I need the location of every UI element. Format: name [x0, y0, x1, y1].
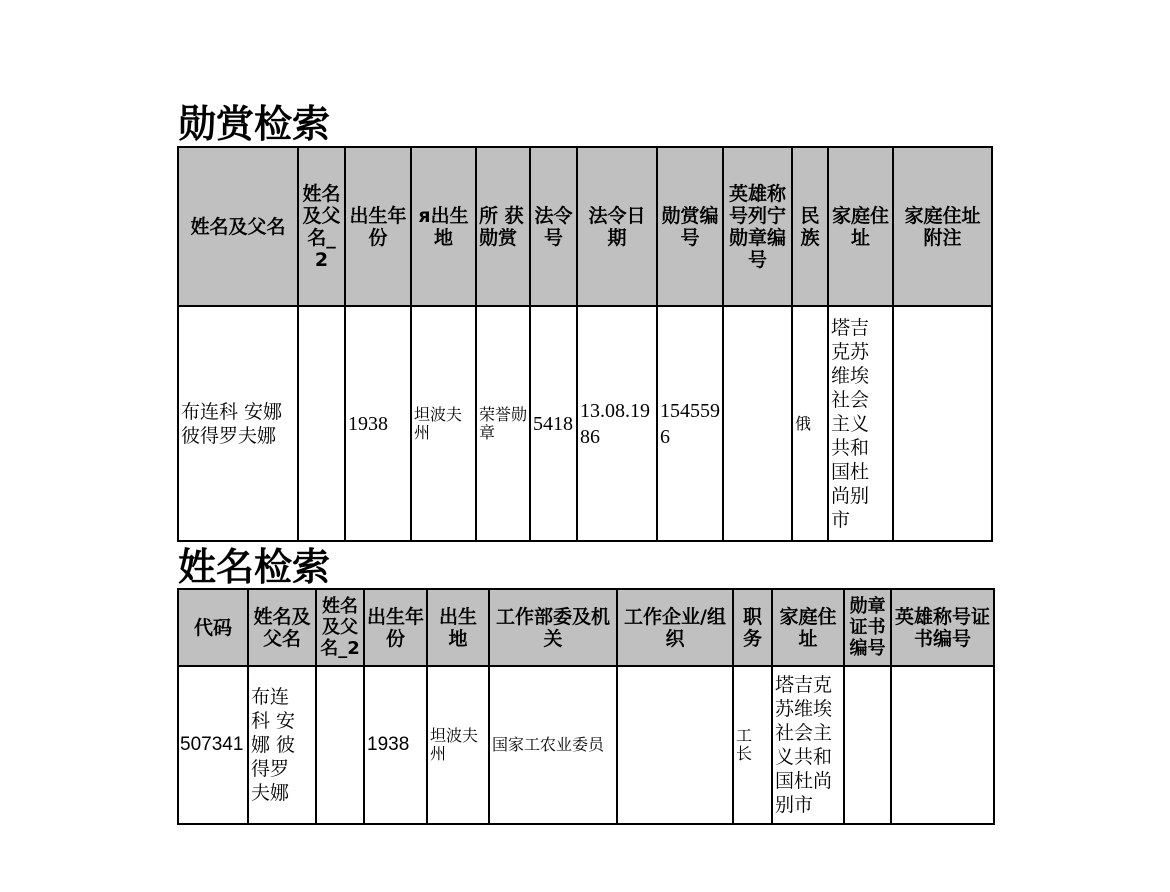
cell-award: 荣誉勋章: [476, 306, 530, 541]
cell-ministry: 国家工农业委员: [489, 666, 617, 824]
cell-address-note: [893, 306, 992, 541]
col-header-decree-no: 法令号: [530, 147, 577, 306]
awards-table: [177, 146, 993, 542]
col-header-full-name-2: 姓名及父名_2: [298, 147, 345, 306]
cell-birth-year: 1938: [345, 306, 411, 541]
cell-home-address: 塔吉克苏维埃社会主义共和国杜尚别市: [828, 306, 893, 541]
col-header-enterprise: 工作企业/组织: [617, 589, 733, 666]
cell-ethnicity: 俄: [792, 306, 828, 541]
col-header-position: 职务: [733, 589, 772, 666]
col-header-home-address: 家庭住址: [828, 147, 893, 306]
awards-header-row: [178, 147, 992, 306]
cell-code: 507341: [178, 666, 248, 824]
cell-full-name-2: [316, 666, 364, 824]
cell-full-name: 布连科 安娜彼得罗夫娜: [178, 306, 298, 541]
cell-home-address: 塔吉克苏维埃社会主义共和国杜尚别市: [772, 666, 844, 824]
col-header-full-name: 姓名及父名: [178, 147, 298, 306]
cell-position: 工长: [733, 666, 772, 824]
col-header-ministry: 工作部委及机关: [489, 589, 617, 666]
cell-hero-cert-no: [891, 666, 994, 824]
cell-full-name-2: [298, 306, 345, 541]
col-header-birth-year: 出生年份: [364, 589, 427, 666]
awards-search-title: 勋赏检索: [178, 102, 331, 146]
name-header-row: [178, 589, 994, 666]
cell-birth-year: 1938: [364, 666, 427, 824]
cell-medal-cert-no: [844, 666, 891, 824]
cell-award-no: 1545596: [657, 306, 723, 541]
col-header-hero-cert-no: 英雄称号证书编号: [891, 589, 994, 666]
col-header-full-name: 姓名及父名: [248, 589, 316, 666]
col-header-award-no: 勋赏编号: [657, 147, 723, 306]
table-row: [178, 666, 994, 824]
cell-enterprise: [617, 666, 733, 824]
cell-full-name: 布连科 安娜 彼得罗夫娜: [248, 666, 316, 824]
col-header-decree-date: 法令日期: [577, 147, 657, 306]
col-header-birthplace: 出生地: [427, 589, 489, 666]
col-header-medal-cert-no: 勋章证书编号: [844, 589, 891, 666]
cell-hero-lenin-no: [723, 306, 792, 541]
table-row: [178, 306, 992, 541]
name-search-title: 姓名检索: [178, 545, 331, 589]
col-header-award: 所 获勋赏: [476, 147, 530, 306]
cell-birthplace: 坦波夫州: [411, 306, 476, 541]
name-search-table: [177, 588, 995, 825]
col-header-address-note: 家庭住址附注: [893, 147, 992, 306]
col-header-ethnicity: 民族: [792, 147, 828, 306]
col-header-code: 代码: [178, 589, 248, 666]
cell-decree-date: 13.08.1986: [577, 306, 657, 541]
col-header-full-name-2: 姓名及父名_2: [316, 589, 364, 666]
col-header-birthplace: я出生地: [411, 147, 476, 306]
col-header-hero-lenin-no: 英雄称号列宁勋章编号: [723, 147, 792, 306]
cell-birthplace: 坦波夫州: [427, 666, 489, 824]
col-header-home-address: 家庭住址: [772, 589, 844, 666]
col-header-birth-year: 出生年份: [345, 147, 411, 306]
cell-decree-no: 5418: [530, 306, 577, 541]
